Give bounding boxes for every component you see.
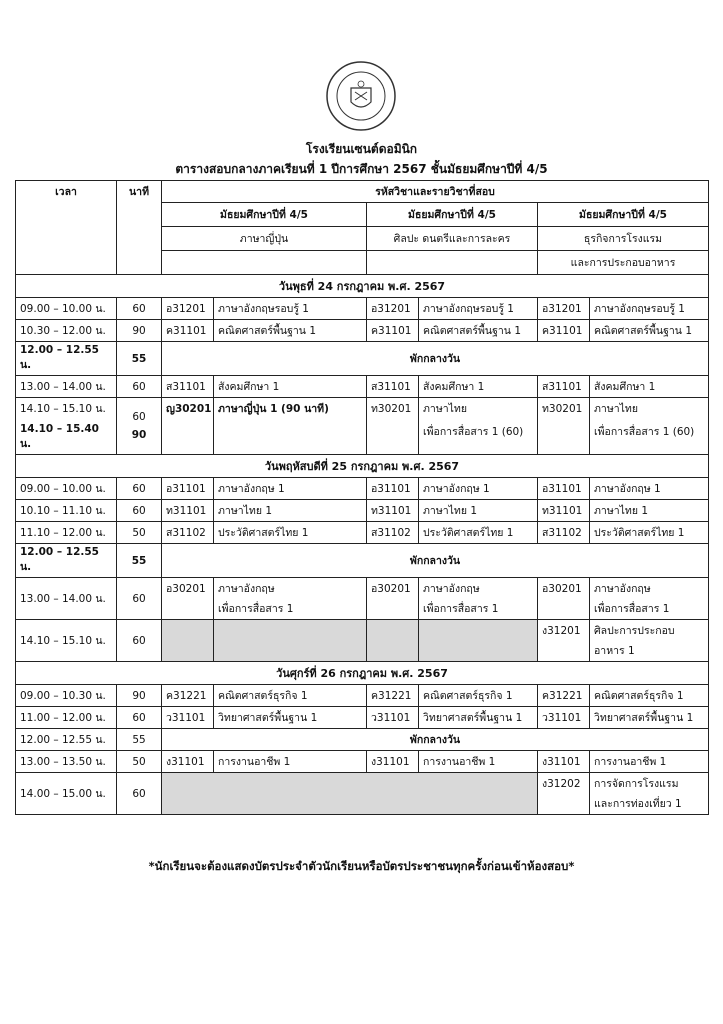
subject-code-text: ง31201	[542, 625, 581, 637]
subject-name	[214, 478, 367, 500]
subject-name-line1: ภาษาไทย 1	[218, 505, 273, 517]
subject-name-line1: ภาษาอังกฤษรอบรู้ 1	[423, 303, 514, 315]
minutes-cell: 60	[117, 298, 162, 320]
subject-code-text: ท31101	[166, 505, 207, 517]
subject-name-line2: เพื่อการสื่อสาร 1	[423, 603, 499, 615]
subject-code-text: ค31101	[166, 325, 207, 337]
subject-code	[538, 398, 590, 455]
minutes-cell: 50	[117, 522, 162, 544]
subject-code	[162, 707, 214, 729]
subject-name	[419, 707, 538, 729]
subject-code	[538, 685, 590, 707]
subject-code	[367, 751, 419, 773]
table-row	[16, 751, 709, 773]
subject-name	[419, 398, 538, 455]
subject-code	[367, 500, 419, 522]
subject-code-text: อ31201	[371, 303, 411, 315]
subject-name	[214, 522, 367, 544]
table-row	[16, 478, 709, 500]
subject-name	[419, 522, 538, 544]
time-cell: 11.10 – 12.00 น.	[16, 522, 117, 544]
time-header: เวลา	[16, 181, 117, 275]
subject-code	[538, 500, 590, 522]
lunch-break-label: พักกลางวัน	[162, 342, 709, 376]
subject-name	[590, 751, 709, 773]
minutes-cell: 60	[117, 707, 162, 729]
minutes-cell: 60	[117, 500, 162, 522]
subject-name-line1: สังคมศึกษา 1	[218, 381, 280, 393]
minutes-cell: 90	[117, 320, 162, 342]
subject-code	[162, 500, 214, 522]
subject-code-text: ค31101	[542, 325, 583, 337]
table-row	[16, 376, 709, 398]
table-row	[16, 522, 709, 544]
lunch-row	[16, 342, 709, 376]
subject-name	[590, 478, 709, 500]
subject-code	[162, 522, 214, 544]
subject-code	[538, 320, 590, 342]
subject-name-line2: เพื่อการสื่อสาร 1	[218, 603, 294, 615]
time-cell: 14.00 – 15.00 น.	[16, 773, 117, 815]
subject-name-line2: และการท่องเที่ยว 1	[594, 798, 682, 810]
subject-name-line1: ภาษาไทย 1	[594, 505, 649, 517]
subject-name-line1: การจัดการโรงแรม	[594, 778, 679, 790]
subject-name-line2: เพื่อการสื่อสาร 1	[594, 603, 670, 615]
subject-code	[162, 751, 214, 773]
subject-name-line1: วิทยาศาสตร์พื้นฐาน 1	[594, 712, 694, 724]
program-3-line1: มัธยมศึกษาปีที่ 4/5	[538, 203, 709, 227]
subject-name	[590, 773, 709, 815]
exam-schedule-table	[15, 180, 709, 815]
subjects-header: รหัสวิชาและรายวิชาที่สอบ	[162, 181, 709, 203]
subject-code	[162, 685, 214, 707]
minutes-cell: 60	[117, 620, 162, 662]
day-row	[16, 275, 709, 298]
subject-code-text: ส31101	[371, 381, 411, 393]
subject-name	[590, 298, 709, 320]
subject-code	[367, 578, 419, 620]
table-row	[16, 620, 709, 662]
time-cell: 13.00 – 13.50 น.	[16, 751, 117, 773]
minutes-cell: 60	[117, 478, 162, 500]
day-label: วันพุธที่ 24 กรกฎาคม พ.ศ. 2567	[16, 275, 709, 298]
time-cell: 10.30 – 12.00 น.	[16, 320, 117, 342]
subject-code-text: ส31101	[542, 381, 582, 393]
subject-name	[214, 751, 367, 773]
subject-code	[538, 376, 590, 398]
subject-code	[162, 320, 214, 342]
subject-name-line1: ศิลปะการประกอบ	[594, 625, 675, 637]
subject-code-text: ส31102	[166, 527, 206, 539]
subject-name	[419, 320, 538, 342]
school-crest-icon	[325, 60, 397, 132]
subject-name-line1: คณิตศาสตร์พื้นฐาน 1	[218, 325, 316, 337]
subject-name-line1: คณิตศาสตร์พื้นฐาน 1	[423, 325, 521, 337]
subject-name-line2: เพื่อการสื่อสาร 1 (60)	[423, 426, 524, 438]
program-1-line2: ภาษาญี่ปุ่น	[162, 227, 367, 251]
subject-code	[538, 773, 590, 815]
minutes-line2: 90	[131, 429, 147, 441]
subject-name	[590, 522, 709, 544]
day-label: วันพฤหัสบดีที่ 25 กรกฎาคม พ.ศ. 2567	[16, 455, 709, 478]
no-exam-code-cell	[162, 620, 214, 662]
subject-code	[367, 522, 419, 544]
subject-name	[214, 500, 367, 522]
subject-code	[367, 376, 419, 398]
subject-name-line1: ประวัติศาสตร์ไทย 1	[218, 527, 309, 539]
subject-code	[538, 707, 590, 729]
subject-code-text: ส31102	[542, 527, 582, 539]
subject-name-line1: ภาษาไทย	[594, 403, 638, 415]
program-2-line2: ศิลปะ ดนตรีและการละคร	[367, 227, 538, 251]
minutes-cell: 55	[117, 729, 162, 751]
subject-name	[419, 578, 538, 620]
subject-code-text: ท30201	[371, 403, 412, 415]
program-2-line1: มัธยมศึกษาปีที่ 4/5	[367, 203, 538, 227]
time-cell: 11.00 – 12.00 น.	[16, 707, 117, 729]
time-cell: 09.00 – 10.00 น.	[16, 298, 117, 320]
subject-name-line1: ภาษาอังกฤษ 1	[218, 483, 285, 495]
program-3-line3: และการประกอบอาหาร	[538, 251, 709, 275]
subject-name	[214, 685, 367, 707]
subject-code	[538, 298, 590, 320]
subject-name-line1: วิทยาศาสตร์พื้นฐาน 1	[423, 712, 523, 724]
time-cell: 13.00 – 14.00 น.	[16, 376, 117, 398]
subject-name-line1: คณิตศาสตร์ธุรกิจ 1	[218, 690, 308, 702]
table-row	[16, 298, 709, 320]
subject-code	[538, 522, 590, 544]
subject-name	[419, 685, 538, 707]
subject-code	[367, 478, 419, 500]
minutes-cell: 50	[117, 751, 162, 773]
subject-code-text: ส31102	[371, 527, 411, 539]
subject-code	[162, 398, 214, 455]
subject-name	[590, 320, 709, 342]
table-row	[16, 578, 709, 620]
subject-code-text: อ31101	[542, 483, 582, 495]
subject-name-line1: การงานอาชีพ 1	[423, 756, 496, 768]
subject-code	[538, 478, 590, 500]
subject-name-line1: ภาษาญี่ปุ่น 1 (90 นาที)	[218, 403, 329, 415]
time-cell: 14.10 – 15.10 น.	[16, 620, 117, 662]
subject-code	[162, 478, 214, 500]
time-cell: 12.00 – 12.55 น.	[16, 342, 117, 376]
subject-name-line1: สังคมศึกษา 1	[423, 381, 485, 393]
subject-code	[538, 620, 590, 662]
minutes-cell: 60	[117, 773, 162, 815]
subject-name-line1: ภาษาอังกฤษ	[594, 583, 651, 595]
table-row	[16, 685, 709, 707]
subject-code	[538, 751, 590, 773]
subject-code-text: ค31221	[166, 690, 207, 702]
subject-name-line1: ภาษาอังกฤษ	[218, 583, 275, 595]
subject-code-text: ส31101	[166, 381, 206, 393]
subject-name	[419, 751, 538, 773]
subject-name	[214, 707, 367, 729]
table-row	[16, 398, 709, 455]
time-cell: 12.00 – 12.55 น.	[16, 729, 117, 751]
lunch-break-label: พักกลางวัน	[162, 729, 709, 751]
time-cell	[16, 398, 117, 455]
subject-code	[367, 707, 419, 729]
subject-name-line1: สังคมศึกษา 1	[594, 381, 656, 393]
subject-code-text: ค31101	[371, 325, 412, 337]
subject-code-text: อ30201	[166, 583, 206, 595]
subject-code-text: ว31101	[371, 712, 411, 724]
table-row	[16, 773, 709, 815]
subject-code-text: อ31201	[542, 303, 582, 315]
subject-name	[590, 578, 709, 620]
lunch-break-label: พักกลางวัน	[162, 544, 709, 578]
subject-name	[590, 376, 709, 398]
no-exam-subject-cell	[419, 620, 538, 662]
subject-code-text: อ31101	[371, 483, 411, 495]
minutes-cell	[117, 398, 162, 455]
time-line2: 14.10 – 15.40 น.	[20, 423, 99, 450]
subject-name-line1: คณิตศาสตร์พื้นฐาน 1	[594, 325, 692, 337]
subject-code	[162, 376, 214, 398]
exam-title: ตารางสอบกลางภาคเรียนที่ 1 ปีการศึกษา 2567 ชั้นมัธยมศึกษาปีที่ 4/5	[175, 162, 548, 176]
subject-name	[214, 398, 367, 455]
subject-name-line1: คณิตศาสตร์ธุรกิจ 1	[423, 690, 513, 702]
subject-code	[367, 685, 419, 707]
subject-name-line1: ภาษาอังกฤษรอบรู้ 1	[218, 303, 309, 315]
subject-code-text: ว31101	[542, 712, 582, 724]
no-exam-subject-cell	[214, 620, 367, 662]
subject-name-line1: คณิตศาสตร์ธุรกิจ 1	[594, 690, 684, 702]
program-3-line2: ธุรกิจการโรงแรม	[538, 227, 709, 251]
program-1-line1: มัธยมศึกษาปีที่ 4/5	[162, 203, 367, 227]
subject-code	[367, 320, 419, 342]
time-cell: 10.10 – 11.10 น.	[16, 500, 117, 522]
subject-name	[214, 298, 367, 320]
subject-code-text: ท31101	[542, 505, 583, 517]
subject-code-text: ท30201	[542, 403, 583, 415]
minutes-cell: 55	[117, 342, 162, 376]
lunch-row	[16, 544, 709, 578]
subject-name-line1: ประวัติศาสตร์ไทย 1	[594, 527, 685, 539]
subject-code-text: ง31101	[542, 756, 581, 768]
subject-code-text: อ31201	[166, 303, 206, 315]
subject-name	[214, 376, 367, 398]
day-row	[16, 455, 709, 478]
subject-name	[419, 478, 538, 500]
subject-name-line1: ภาษาไทย 1	[423, 505, 478, 517]
no-exam-code-cell	[367, 620, 419, 662]
subject-code-text: ว31101	[166, 712, 206, 724]
subject-name-line1: ภาษาไทย	[423, 403, 467, 415]
subject-code-text: ท31101	[371, 505, 412, 517]
program-2-line3	[367, 251, 538, 275]
subject-name	[590, 500, 709, 522]
subject-name-line1: วิทยาศาสตร์พื้นฐาน 1	[218, 712, 318, 724]
subject-name	[214, 320, 367, 342]
subject-name	[590, 620, 709, 662]
time-line1: 14.10 – 15.10 น.	[20, 403, 106, 415]
subject-code	[162, 298, 214, 320]
subject-code-text: อ31101	[166, 483, 206, 495]
lunch-row	[16, 729, 709, 751]
day-label: วันศุกร์ที่ 26 กรกฎาคม พ.ศ. 2567	[16, 662, 709, 685]
no-exam-cell	[162, 773, 538, 815]
subject-code-text: ญ30201	[166, 403, 212, 415]
subject-name	[419, 376, 538, 398]
minutes-cell: 60	[117, 376, 162, 398]
subject-name	[419, 298, 538, 320]
subject-name-line1: การงานอาชีพ 1	[594, 756, 667, 768]
subject-name	[590, 707, 709, 729]
school-name: โรงเรียนเซนต์ดอมินิก	[305, 142, 418, 156]
subject-name-line1: ภาษาอังกฤษ 1	[594, 483, 661, 495]
minutes-header: นาที	[117, 181, 162, 275]
subject-name-line1: ภาษาอังกฤษ 1	[423, 483, 490, 495]
subject-name-line1: ภาษาอังกฤษรอบรู้ 1	[594, 303, 685, 315]
time-cell: 09.00 – 10.30 น.	[16, 685, 117, 707]
subject-name	[419, 500, 538, 522]
subject-name	[590, 398, 709, 455]
subject-code-text: อ30201	[371, 583, 411, 595]
subject-code	[367, 398, 419, 455]
minutes-cell: 55	[117, 544, 162, 578]
subject-code	[367, 298, 419, 320]
subject-code-text: ง31202	[542, 778, 581, 790]
subject-name	[590, 685, 709, 707]
table-row	[16, 320, 709, 342]
table-row	[16, 500, 709, 522]
subject-code	[538, 578, 590, 620]
subject-code-text: ค31221	[542, 690, 583, 702]
subject-code-text: อ30201	[542, 583, 582, 595]
minutes-cell: 90	[117, 685, 162, 707]
subject-code	[162, 578, 214, 620]
subject-name-line1: การงานอาชีพ 1	[218, 756, 291, 768]
subject-name-line1: ภาษาอังกฤษ	[423, 583, 480, 595]
subject-name-line2: อาหาร 1	[594, 645, 635, 657]
footnote: *นักเรียนจะต้องแสดงบัตรประจำตัวนักเรียนหรือบัตรประชาชนทุกครั้งก่อนเข้าห้องสอบ*	[148, 859, 575, 873]
subject-code-text: ง31101	[371, 756, 410, 768]
minutes-cell: 60	[117, 578, 162, 620]
table-row	[16, 707, 709, 729]
subject-name	[214, 578, 367, 620]
program-1-line3	[162, 251, 367, 275]
time-cell: 09.00 – 10.00 น.	[16, 478, 117, 500]
subject-name-line1: ประวัติศาสตร์ไทย 1	[423, 527, 514, 539]
subject-name-line2: เพื่อการสื่อสาร 1 (60)	[594, 426, 695, 438]
time-cell: 13.00 – 14.00 น.	[16, 578, 117, 620]
subject-code-text: ง31101	[166, 756, 205, 768]
subject-code-text: ค31221	[371, 690, 412, 702]
day-row	[16, 662, 709, 685]
minutes-line1: 60	[132, 411, 146, 423]
time-cell: 12.00 – 12.55 น.	[16, 544, 117, 578]
